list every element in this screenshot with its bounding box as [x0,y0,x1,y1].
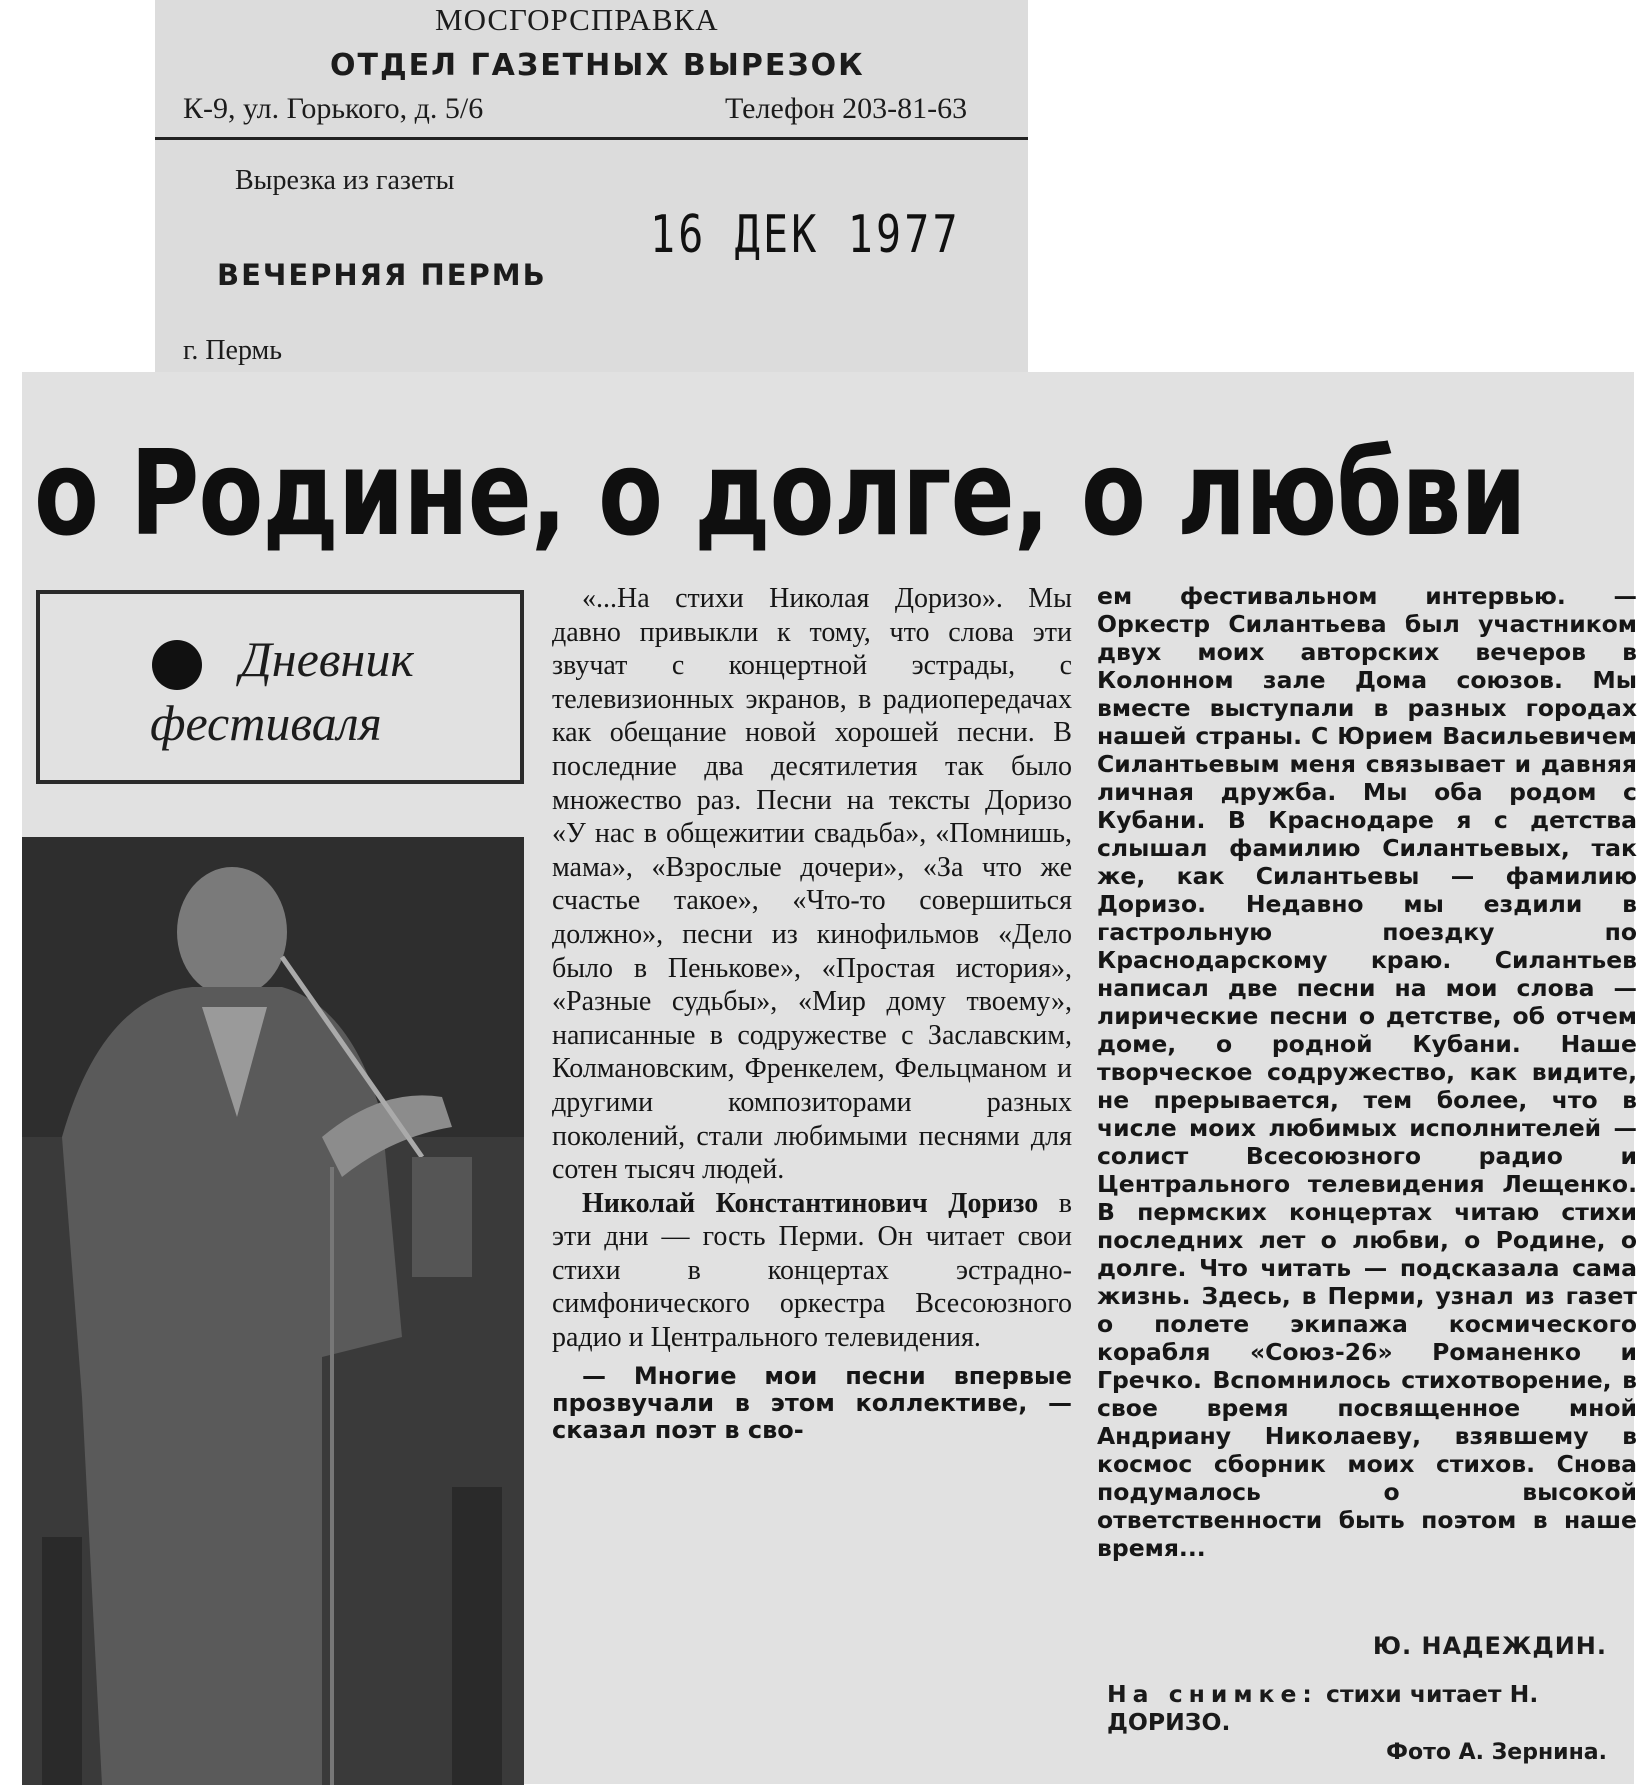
poet-reading-photo [22,837,524,1785]
department-name: ОТДЕЛ ГАЗЕТНЫХ ВЫРЕЗОК [330,48,865,83]
rubric-subtitle: фестиваля [150,695,382,751]
newspaper-name: ВЕЧЕРНЯЯ ПЕРМЬ [217,258,547,292]
bullet-icon [152,640,202,690]
newspaper-clipping [22,372,1637,1784]
article-paragraph-text: в эти дни — гость Перми. Он читает свои стихи в концертах эстрадно-симфонического оркестра Всесоюзного радио и Центрального телевидения. [552,1187,1072,1354]
newspaper-city: г. Пермь [183,335,283,366]
article-headline: о Родине, о долге, о любви [34,424,1526,562]
article-paragraph [552,1187,1072,1355]
caption-text: стихи читает Н. ДОРИЗО. [1107,1680,1539,1736]
cutting-label: Вырезка из газеты [235,165,455,196]
author-signature: Ю. НАДЕЖДИН. [1372,1632,1607,1660]
photo-credit: Фото А. Зернина. [1386,1740,1607,1765]
photo-caption [1107,1680,1632,1736]
clipping-service-label [155,0,1028,372]
agency-phone: Телефон 203-81-63 [725,92,968,125]
article-paragraph: «...На стихи Николая Доризо». Мы давно привыкли к тому, что слова эти звучат с концертной эстрады, с телевизионных экранов, в радиопередачах как обещание новой хорошей песни. В последние два десятилетия так было множество раз. Песни на тексты Доризо «У нас в общежитии свадьба», «Помнишь, мама», «Взрослые дочери», «За что же счастье такое», «Что-то совершиться должно», песни из кинофильмов «Дело было в Пенькове», «Простая история», «Разные судьбы», «Мир дому твоему», написанные в содружестве с Заславским, Колмановским, Френкелем, Фельцманом и другими композиторами разных поколений, стали любимыми песнями для сотен тысяч людей. [552,583,1072,1186]
article-column-3 [1097,582,1637,1562]
agency-name: МОСГОРСПРАВКА [435,2,719,37]
article-photo [22,837,524,1785]
agency-address: К-9, ул. Горького, д. 5/6 [183,92,484,125]
label-divider [155,137,1028,140]
caption-label: На снимке: [1107,1680,1318,1708]
article-paragraph: — Многие мои песни впервые прозвучали в этом коллективе, — сказал поэт в сво- [552,1361,1072,1444]
article-paragraph: ем фестивальном интервью. — Оркестр Силантьева был участником двух моих авторских вечеров в Колонном зале Дома союзов. Мы вместе выступали в разных городах нашей страны. С Юрием Васильевичем Силантьевым меня связывает и давняя личная дружба. Мы оба родом с Кубани. В Краснодаре я с детства слышал фамилию Силантьевых, так же, как Силантьевы — фамилию Доризо. Недавно мы ездили в гастрольную поездку по Краснодарскому краю. Силантьев написал две песни на мои слова — лирические песни о детстве, об отчем доме, о родной Кубани. Наше творческое содружество, как видите, не прерывается, тем более, что в числе моих любимых исполнителей — солист Всесоюзного радио и Центрального телевидения Лещенко. В пермских концертах читаю стихи последних лет о любви, о Родине, о долге. Что читать — подсказала сама жизнь. Здесь, в Перми, узнал из газет о полете экипажа космического корабля «Союз-26» Романенко и Гречко. Вспомнилось стихотворение, в свое время посвященное мной Андриану Николаеву, взявшему в космос сборник моих стихов. Снова подумалось о высокой ответственности быть поэтом в наше время... [1097,582,1637,1562]
poet-name: Николай Константинович Доризо [582,1187,1039,1219]
rubric-box [36,590,524,784]
rubric-title: Дневник [240,631,414,687]
article-column-2 [552,582,1072,1444]
date-stamp: 16 ДЕК 1977 [650,205,961,265]
